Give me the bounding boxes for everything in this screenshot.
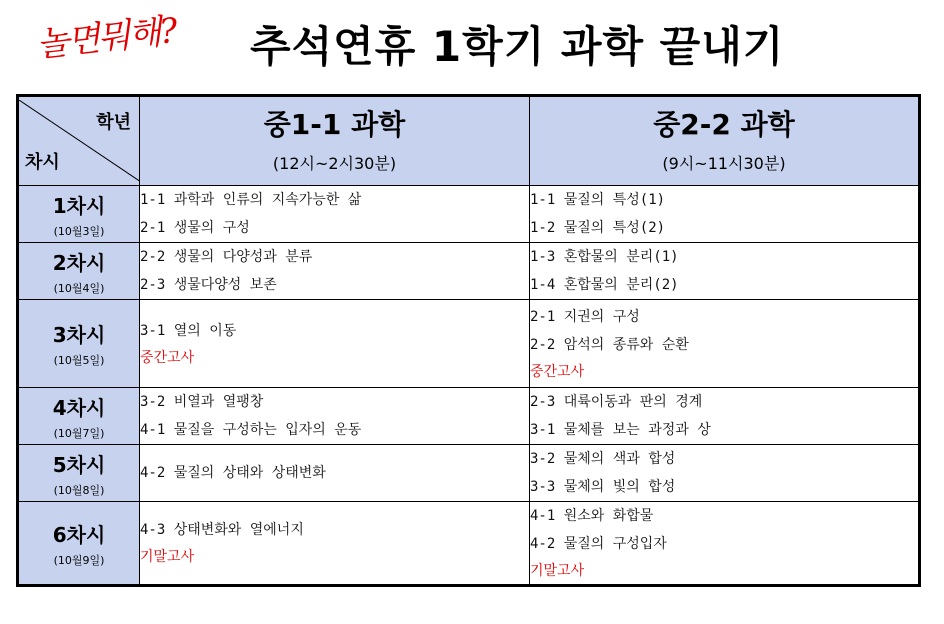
corner-grade-label: 학년 [96, 112, 131, 133]
topic-cell-1 [140, 445, 530, 502]
topic-line: 2-2 암석의 종류와 순환 [530, 336, 689, 353]
session-date: (10월5일) [53, 354, 105, 367]
topic-line: 2-1 생물의 구성 [140, 220, 250, 236]
column-title-1: 중1-1 과학 [263, 108, 406, 141]
table-row [18, 300, 920, 388]
topic-line: 2-3 생물다양성 보존 [140, 277, 277, 293]
topic-cell-2 [530, 186, 920, 243]
corner-cell [18, 96, 140, 186]
topic-cell-2 [530, 388, 920, 445]
topic-line: 4-1 물질을 구성하는 입자의 운동 [140, 422, 362, 438]
session-date: (10월8일) [53, 483, 105, 497]
session-cell [18, 445, 140, 502]
topic-line: 1-2 물질의 특성(2) [530, 220, 666, 236]
topic-cell-1 [140, 243, 530, 300]
corner-session-label: 차시 [25, 152, 60, 173]
session-cell [18, 186, 140, 243]
session-date: (10월7일) [53, 426, 105, 440]
title-row [0, 0, 944, 88]
schedule-table [16, 94, 921, 587]
table-row [18, 388, 920, 445]
topic-line: 3-1 열의 이동 [140, 322, 237, 339]
session-date: (10월4일) [53, 281, 105, 295]
table-row [18, 445, 920, 502]
session-cell [18, 388, 140, 445]
logo-text: 놀면뭐해? [34, 10, 178, 66]
session-name: 2차시 [52, 250, 106, 275]
topic-line: 1-3 혼합물의 분리(1) [530, 249, 679, 265]
topic-line: 1-1 물질의 특성(1) [530, 192, 666, 208]
topic-cell-2 [530, 300, 920, 388]
topic-line: 3-3 물체의 빛의 합성 [530, 479, 676, 495]
topic-line: 2-1 지권의 구성 [530, 308, 640, 325]
topic-line: 4-3 상태변화와 열에너지 [140, 522, 304, 538]
topic-cell-1 [140, 300, 530, 388]
topic-line: 2-3 대륙이동과 판의 경계 [530, 394, 703, 410]
topic-line: 3-1 물체를 보는 과정과 상 [530, 422, 711, 438]
table-row [18, 502, 920, 586]
page-title: 추석연휴 1학기 과학 끝내기 [250, 22, 785, 71]
topic-cell-2 [530, 445, 920, 502]
session-name: 6차시 [52, 522, 106, 547]
exam-label: 중간고사 [530, 363, 585, 380]
topic-line: 3-2 비열과 열팽창 [140, 394, 264, 410]
table-header-row [18, 96, 920, 186]
topic-line: 1-4 혼합물의 분리(2) [530, 277, 679, 293]
table-row [18, 186, 920, 243]
topic-line: 1-1 과학과 인류의 지속가능한 삶 [140, 192, 362, 208]
session-cell [18, 502, 140, 586]
exam-label: 기말고사 [140, 549, 195, 565]
exam-label: 기말고사 [530, 563, 585, 579]
session-name: 1차시 [52, 193, 106, 218]
session-name: 3차시 [52, 323, 106, 347]
topic-line: 4-2 물질의 구성입자 [530, 536, 667, 552]
topic-cell-1 [140, 502, 530, 586]
exam-label: 중간고사 [140, 349, 195, 366]
column-header-1 [140, 96, 530, 186]
session-name: 5차시 [52, 452, 106, 477]
topic-line: 3-2 물체의 색과 합성 [530, 451, 676, 467]
topic-cell-2 [530, 502, 920, 586]
table-row [18, 243, 920, 300]
column-title-2: 중2-2 과학 [653, 108, 795, 141]
topic-cell-1 [140, 388, 530, 445]
topic-line: 4-2 물질의 상태와 상태변화 [140, 465, 326, 481]
topic-cell-2 [530, 243, 920, 300]
topic-line: 2-2 생물의 다양성과 분류 [140, 249, 313, 265]
column-time-1: (12시~2시30분) [272, 154, 397, 173]
column-time-2: (9시~11시30분) [662, 154, 786, 173]
session-date: (10월9일) [53, 553, 105, 567]
session-date: (10월3일) [53, 224, 105, 238]
session-name: 4차시 [52, 395, 106, 420]
topic-line: 4-1 원소와 화합물 [530, 508, 654, 524]
session-cell [18, 243, 140, 300]
topic-cell-1 [140, 186, 530, 243]
session-cell [18, 300, 140, 388]
column-header-2 [530, 96, 920, 186]
